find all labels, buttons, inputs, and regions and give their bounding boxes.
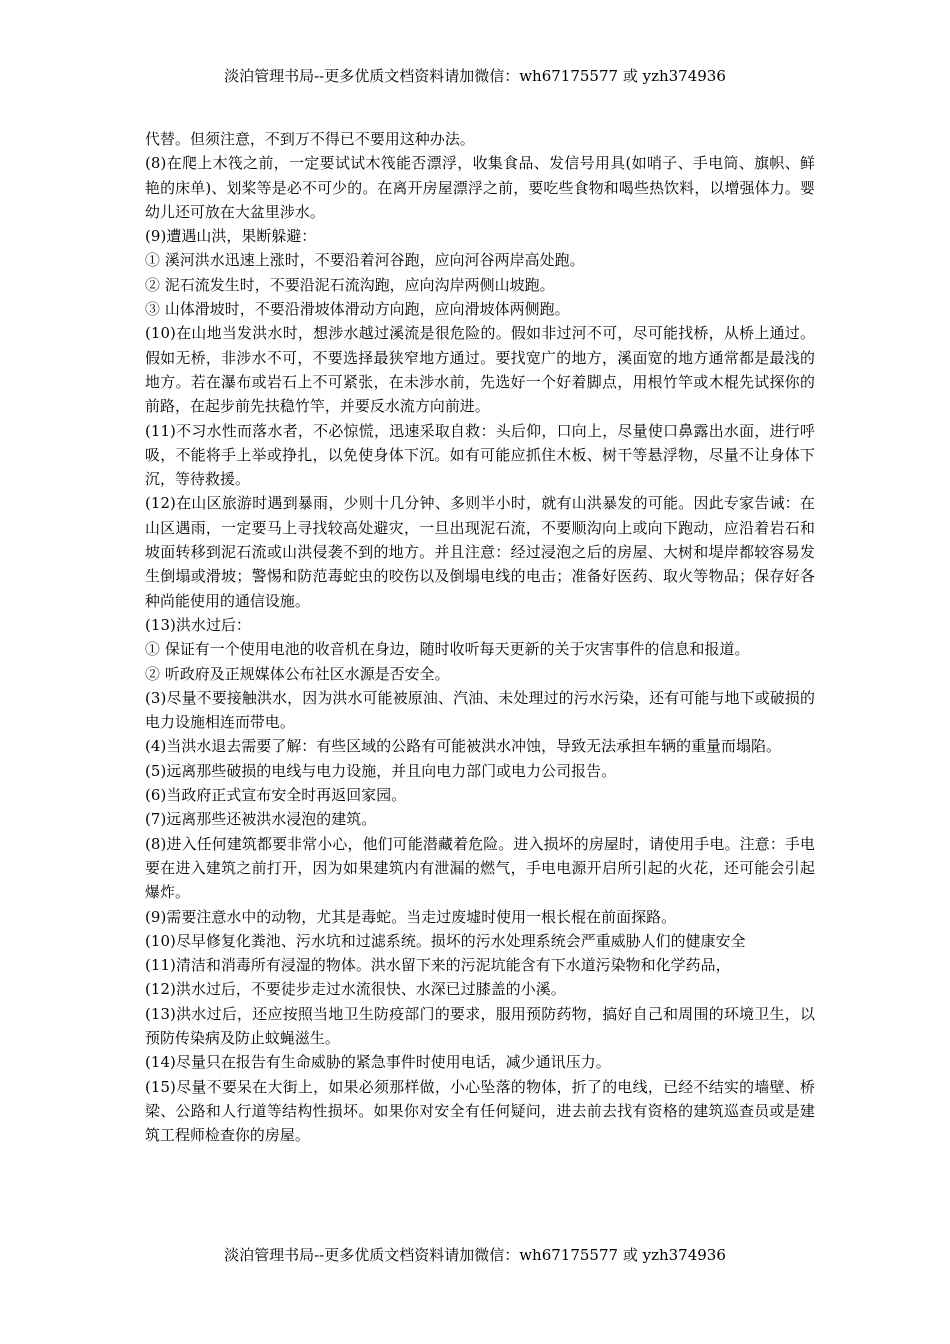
paragraph: (3)尽量不要接触洪水，因为洪水可能被原油、汽油、未处理过的污水污染，还有可能与地下或破损的电力设施相连而带电。 (145, 688, 815, 732)
paragraph: (14)尽量只在报告有生命威胁的紧急事件时使用电话，减少通讯压力。 (145, 1053, 611, 1072)
list-item: ① 溪河洪水迅速上涨时，不要沿着河谷跑，应向河谷两岸高处跑。 (145, 251, 585, 270)
paragraph: (13)洪水过后，还应按照当地卫生防疫部门的要求，服用预防药物，搞好自己和周围的环境卫生，以预防传染病及防止蚊蝇滋生。 (145, 1004, 815, 1047)
paragraph: (13)洪水过后： (145, 615, 251, 634)
list-item: ① 保证有一个使用电池的收音机在身边，随时收听每天更新的关于灾害事件的信息和报道。 (145, 640, 750, 659)
paragraph: (12)在山区旅游时遇到暴雨，少则十几分钟、多则半小时，就有山洪暴发的可能。因此专家告诫：在山区遇雨，一定要马上寻找较高处避灾，一旦出现泥石流，不要顺沟向上或向下跑动，应沿着岩石和坡面转移到泥石流或山洪侵袭不到的地方。并且注意：经过浸泡之后的房屋、大树和堤岸都较容易发生倒塌或滑坡；警惕和防范毒蛇虫的咬伤以及倒塌电线的电击；准备好医药、取火等物品；保存好各种尚能使用的通信设施。 (145, 494, 815, 610)
list-item: ② 听政府及正规媒体公布社区水源是否安全。 (145, 664, 450, 683)
paragraph: (9)需要注意水中的动物，尤其是毒蛇。当走过废墟时使用一根长棍在前面探路。 (145, 907, 677, 926)
list-item: ② 泥石流发生时，不要沿泥石流沟跑，应向沟岸两侧山坡跑。 (145, 275, 555, 294)
paragraph: (9)遭遇山洪，果断躲避： (145, 227, 317, 246)
paragraph: (12)洪水过后，不要徒步走过水流很快、水深已过膝盖的小溪。 (145, 980, 566, 999)
page-footer: 淡泊管理书局--更多优质文档资料请加微信：wh67175577 或 yzh374936 (224, 1246, 726, 1264)
paragraph: (4)当洪水退去需要了解：有些区域的公路有可能被洪水冲蚀，导致无法承担车辆的重量而塌陷。 (145, 737, 782, 756)
paragraph: (10)在山地当发洪水时，想涉水越过溪流是很危险的。假如非过河不可，尽可能找桥，从桥上通过。假如无桥，非涉水不可，不要选择最狭窄地方通过。要找宽广的地方，溪面宽的地方通常都是最浅的地方。若在瀑布或岩石上不可紧张，在未涉水前，先选好一个好着脚点，用根竹竿或木棍先试探你的前路，在起步前先扶稳竹竿，并要反水流方向前进。 (145, 324, 815, 416)
paragraph: (5)远离那些破损的电线与电力设施，并且向电力部门或电力公司报告。 (145, 761, 617, 780)
page-header: 淡泊管理书局--更多优质文档资料请加微信：wh67175577 或 yzh374936 (224, 67, 726, 85)
paragraph: (11)不习水性而落水者，不必惊慌，迅速采取自救：头后仰，口向上，尽量使口鼻露出水面，进行呼吸，不能将手上举或挣扎，以免使身体下沉。如有可能应抓住木板、树干等悬浮物，尽量不让身体下沉，等待救援。 (145, 421, 815, 489)
paragraph: 代替。但须注意，不到万不得已不要用这种办法。 (145, 130, 475, 148)
document-body (145, 127, 815, 1147)
paragraph: (8)进入任何建筑都要非常小心，他们可能潜藏着危险。进入损坏的房屋时，请使用手电。注意：手电要在进入建筑之前打开，因为如果建筑内有泄漏的燃气，手电电源开启所引起的火花，还可能会引起爆炸。 (145, 834, 815, 902)
paragraph: (10)尽早修复化粪池、污水坑和过滤系统。损坏的污水处理系统会严重威胁人们的健康安全 (145, 931, 746, 950)
list-item: ③ 山体滑坡时，不要沿滑坡体滑动方向跑，应向滑坡体两侧跑。 (145, 300, 570, 319)
paragraph: (6)当政府正式宣布安全时再返回家园。 (145, 786, 407, 805)
paragraph: (7)远离那些还被洪水浸泡的建筑。 (145, 810, 377, 829)
paragraph: (15)尽量不要呆在大街上，如果必须那样做，小心坠落的物体，折了的电线，已经不结实的墙壁、桥梁、公路和人行道等结构性损坏。如果你对安全有任何疑问，进去前去找有资格的建筑巡查员或是建筑工程师检查你的房屋。 (145, 1077, 815, 1145)
paragraph: (8)在爬上木筏之前，一定要试试木筏能否漂浮，收集食品、发信号用具(如哨子、手电筒、旗帜、鲜艳的床单)、划桨等是必不可少的。在离开房屋漂浮之前，要吃些食物和喝些热饮料，以增强体力。婴幼儿还可放在大盆里涉水。 (145, 154, 815, 221)
paragraph: (11)清洁和消毒所有浸湿的物体。洪水留下来的污泥坑能含有下水道污染物和化学药品， (145, 956, 731, 975)
